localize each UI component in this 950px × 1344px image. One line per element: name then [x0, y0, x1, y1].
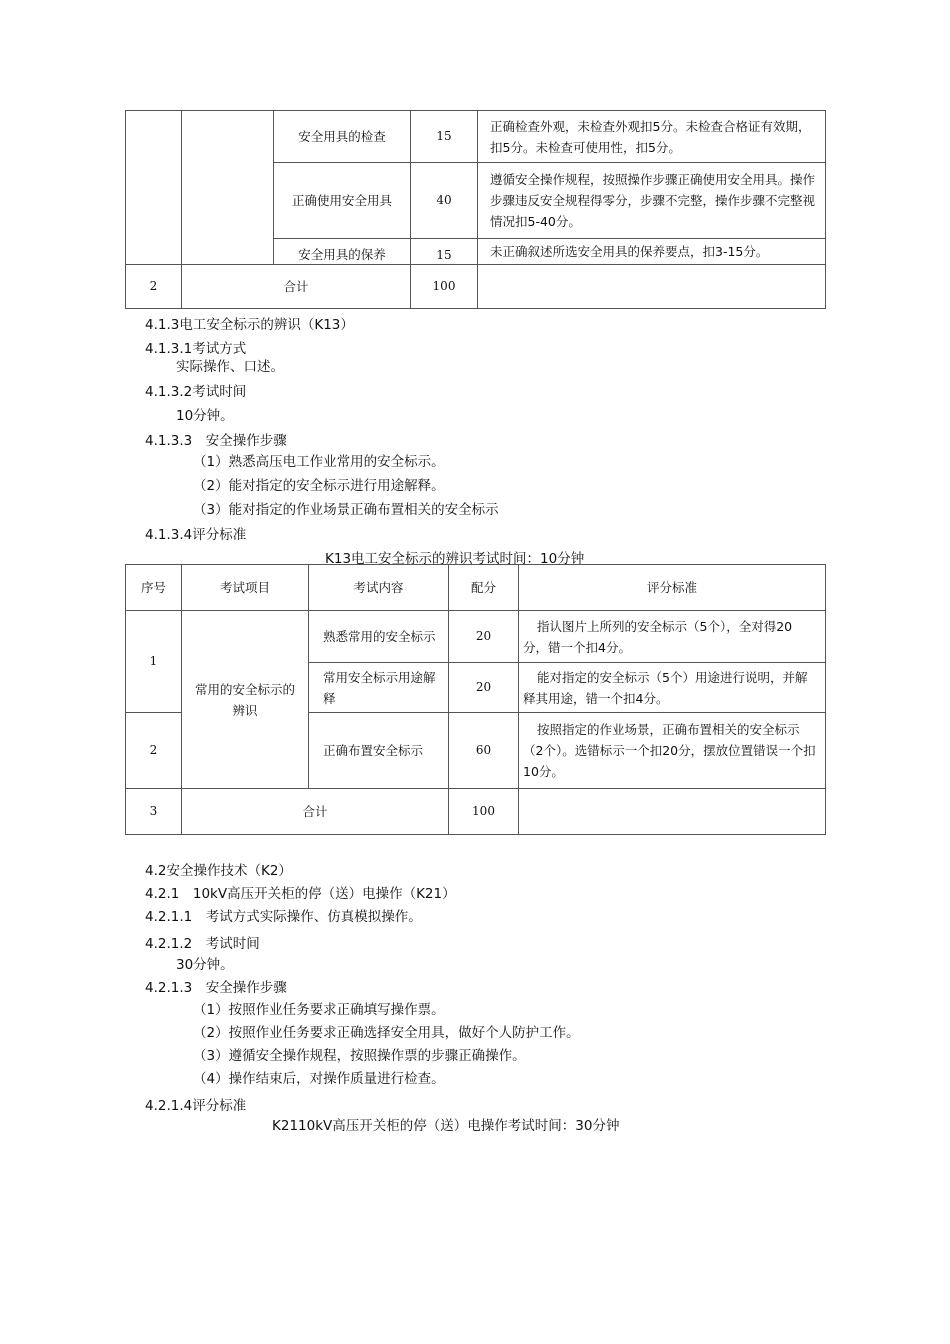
column-header: 配分 — [449, 565, 519, 611]
list-item: （2）能对指定的安全标示进行用途解释。 — [193, 478, 445, 494]
column-header: 考试内容 — [309, 565, 449, 611]
scoring-table-k12-continued — [125, 110, 826, 309]
scoring-table-k13 — [125, 564, 826, 835]
criteria-cell: 未正确叙述所选安全用具的保养要点，扣3-15分。 — [478, 239, 826, 265]
list-item: （4）操作结束后，对操作质量进行检查。 — [193, 1071, 445, 1087]
table-header-row — [126, 565, 826, 611]
criteria-cell: 遵循安全操作规程，按照操作步骤正确使用安全用具。操作步骤违反安全规程得零分，步骤不完整，操作步骤不完整视情况扣5-40分。 — [478, 163, 826, 239]
score-cell: 20 — [449, 611, 519, 663]
criteria-cell: 正确检查外观，未检查外观扣5分。未检查合格证有效期，扣5分。未检查可使用性，扣5分。 — [478, 111, 826, 163]
subsection-heading: 4.2.1.1 考试方式实际操作、仿真模拟操作。 — [145, 909, 422, 925]
subsection-heading: 4.1.3.4评分标准 — [145, 527, 247, 543]
list-item: （3）遵循安全操作规程，按照操作票的步骤正确操作。 — [193, 1048, 526, 1064]
subsection-heading: 4.2.1.2 考试时间 — [145, 936, 260, 952]
subsection-heading: 4.1.3.1考试方式 — [145, 341, 247, 357]
table-total-row — [126, 265, 826, 309]
list-item: （1）熟悉高压电工作业常用的安全标示。 — [193, 454, 445, 470]
score-cell: 60 — [449, 713, 519, 789]
list-item: （1）按照作业任务要求正确填写操作票。 — [193, 1002, 445, 1018]
column-header: 评分标准 — [519, 565, 826, 611]
content-cell: 熟悉常用的安全标示 — [309, 611, 449, 663]
item-cell: 安全用具的保养 — [274, 239, 411, 265]
section-title-4-1-3: 4.1.3电工安全标示的辨识（K13） — [145, 317, 354, 333]
section-title-4-2: 4.2安全操作技术（K2） — [145, 863, 292, 879]
row-number: 2 — [126, 265, 182, 309]
score-cell: 40 — [411, 163, 478, 239]
table-total-row — [126, 789, 826, 835]
criteria-cell: 能对指定的安全标示（5个）用途进行说明，并解释其用途，错一个扣4分。 — [519, 663, 826, 713]
total-score: 100 — [449, 789, 519, 835]
subsection-heading: 4.1.3.2考试时间 — [145, 384, 247, 400]
total-score: 100 — [411, 265, 478, 309]
score-cell: 15 — [411, 111, 478, 163]
body-text: 实际操作、口述。 — [176, 359, 284, 375]
body-text: 30分钟。 — [176, 957, 234, 973]
table-row — [126, 611, 826, 663]
item-cell: 正确使用安全用具 — [274, 163, 411, 239]
score-cell: 20 — [449, 663, 519, 713]
column-header: 序号 — [126, 565, 182, 611]
list-item: （2）按照作业任务要求正确选择安全用具，做好个人防护工作。 — [193, 1025, 580, 1041]
list-item: （3）能对指定的作业场景正确布置相关的安全标示 — [193, 502, 499, 518]
item-cell: 安全用具的检查 — [274, 111, 411, 163]
total-label: 合计 — [182, 789, 449, 835]
table-caption: K13电工安全标示的辨识考试时间：10分钟 — [325, 551, 585, 567]
row-number: 1 — [126, 611, 182, 713]
score-cell: 15 — [411, 239, 478, 265]
subsection-heading: 4.2.1.4评分标准 — [145, 1098, 247, 1114]
subsection-heading: 4.2.1.3 安全操作步骤 — [145, 980, 287, 996]
body-text: 10分钟。 — [176, 408, 234, 424]
subsection-title-4-2-1: 4.2.1 10kV高压开关柜的停（送）电操作（K21） — [145, 886, 456, 902]
table-row — [126, 111, 826, 163]
criteria-cell: 指认图片上所列的安全标示（5个），全对得20分，错一个扣4分。 — [519, 611, 826, 663]
subsection-heading: 4.1.3.3 安全操作步骤 — [145, 433, 287, 449]
row-number: 3 — [126, 789, 182, 835]
content-cell: 正确布置安全标示 — [309, 713, 449, 789]
item-cell: 常用的安全标示的辨识 — [182, 611, 309, 789]
column-header: 考试项目 — [182, 565, 309, 611]
row-number: 2 — [126, 713, 182, 789]
content-cell: 常用安全标示用途解释 — [309, 663, 449, 713]
criteria-cell: 按照指定的作业场景，正确布置相关的安全标示（2个）。选错标示一个扣20分，摆放位置错误一个扣10分。 — [519, 713, 826, 789]
table-caption: K2110kV高压开关柜的停（送）电操作考试时间：30分钟 — [272, 1118, 620, 1134]
total-label: 合计 — [182, 265, 411, 309]
